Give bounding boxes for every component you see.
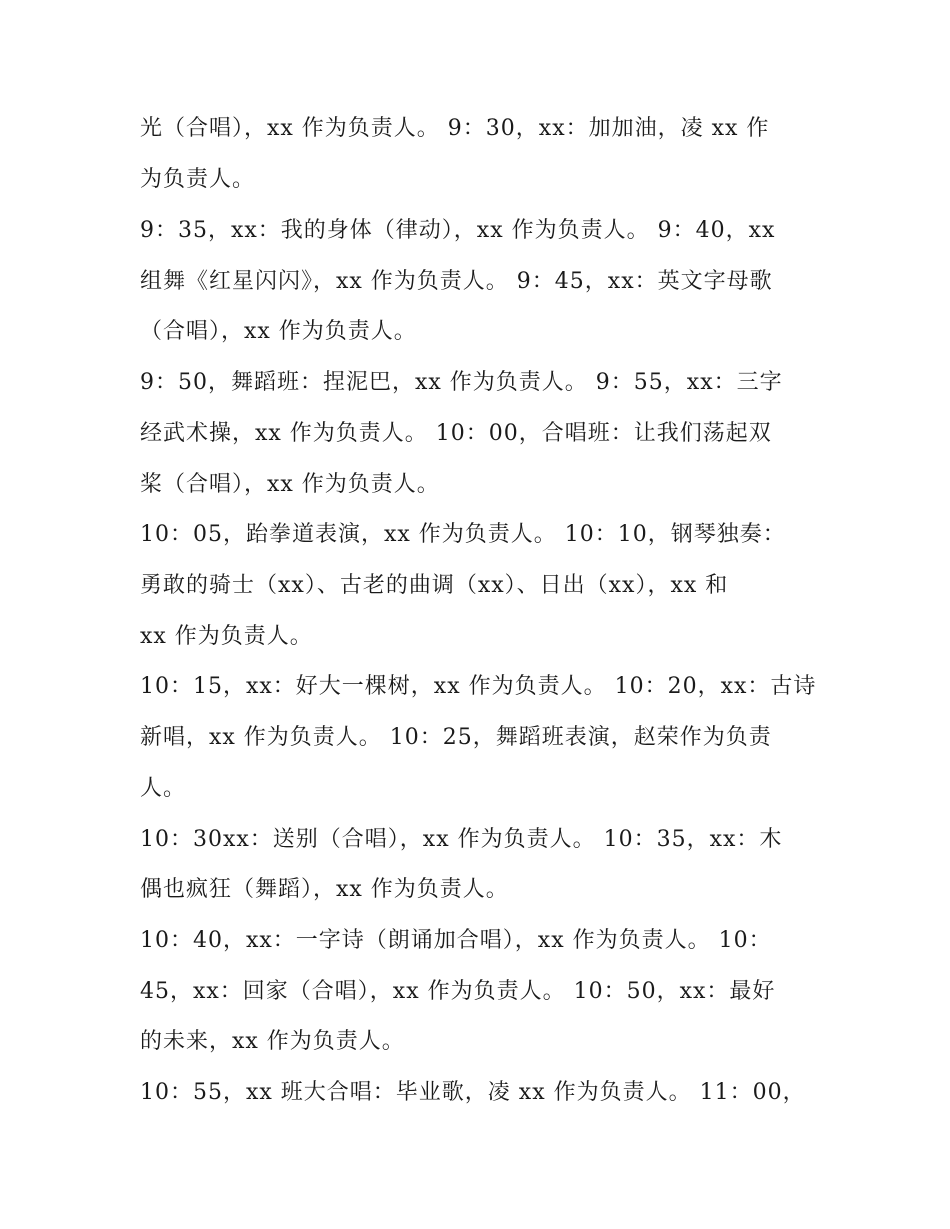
- text-line: 的未来，xx 作为负责人。: [140, 1029, 405, 1054]
- text-line: 10：40，xx：一字诗（朗诵加合唱），xx 作为负责人。 10：: [140, 928, 772, 953]
- text-line: （合唱），xx 作为负责人。: [140, 319, 417, 344]
- text-line: 10：05，跆拳道表演，xx 作为负责人。 10：10，钢琴独奏：: [140, 522, 786, 547]
- text-line: 10：30xx：送别（合唱），xx 作为负责人。 10：35，xx：木: [140, 827, 783, 852]
- text-line: 勇敢的骑士（xx）、古老的曲调（xx）、日出（xx），xx 和: [140, 573, 729, 598]
- text-line: 桨（合唱），xx 作为负责人。: [140, 472, 440, 497]
- text-line: 10：55，xx 班大合唱：毕业歌，凌 xx 作为负责人。 11：00，: [140, 1080, 806, 1105]
- text-line: 新唱，xx 作为负责人。 10：25，舞蹈班表演，赵荣作为负责: [140, 725, 772, 750]
- text-line: 10：15，xx：好大一棵树，xx 作为负责人。 10：20，xx：古诗: [140, 674, 817, 699]
- text-line: 45，xx：回家（合唱），xx 作为负责人。 10：50，xx：最好: [140, 979, 776, 1004]
- text-line: 9：35，xx：我的身体（律动），xx 作为负责人。 9：40，xx: [140, 218, 776, 243]
- text-line: 9：50，舞蹈班：捏泥巴，xx 作为负责人。 9：55，xx：三字: [140, 370, 783, 395]
- text-line: 为负责人。: [140, 167, 256, 192]
- text-line: xx 作为负责人。: [140, 624, 313, 649]
- text-line: 偶也疯狂（舞蹈），xx 作为负责人。: [140, 877, 509, 902]
- text-line: 光（合唱），xx 作为负责人。 9：30，xx：加加油，凌 xx 作: [140, 116, 770, 141]
- text-line: 经武术操，xx 作为负责人。 10：00，合唱班：让我们荡起双: [140, 421, 772, 446]
- text-line: 人。: [140, 776, 187, 801]
- text-line: 组舞《红星闪闪》，xx 作为负责人。 9：45，xx：英文字母歌: [140, 269, 773, 294]
